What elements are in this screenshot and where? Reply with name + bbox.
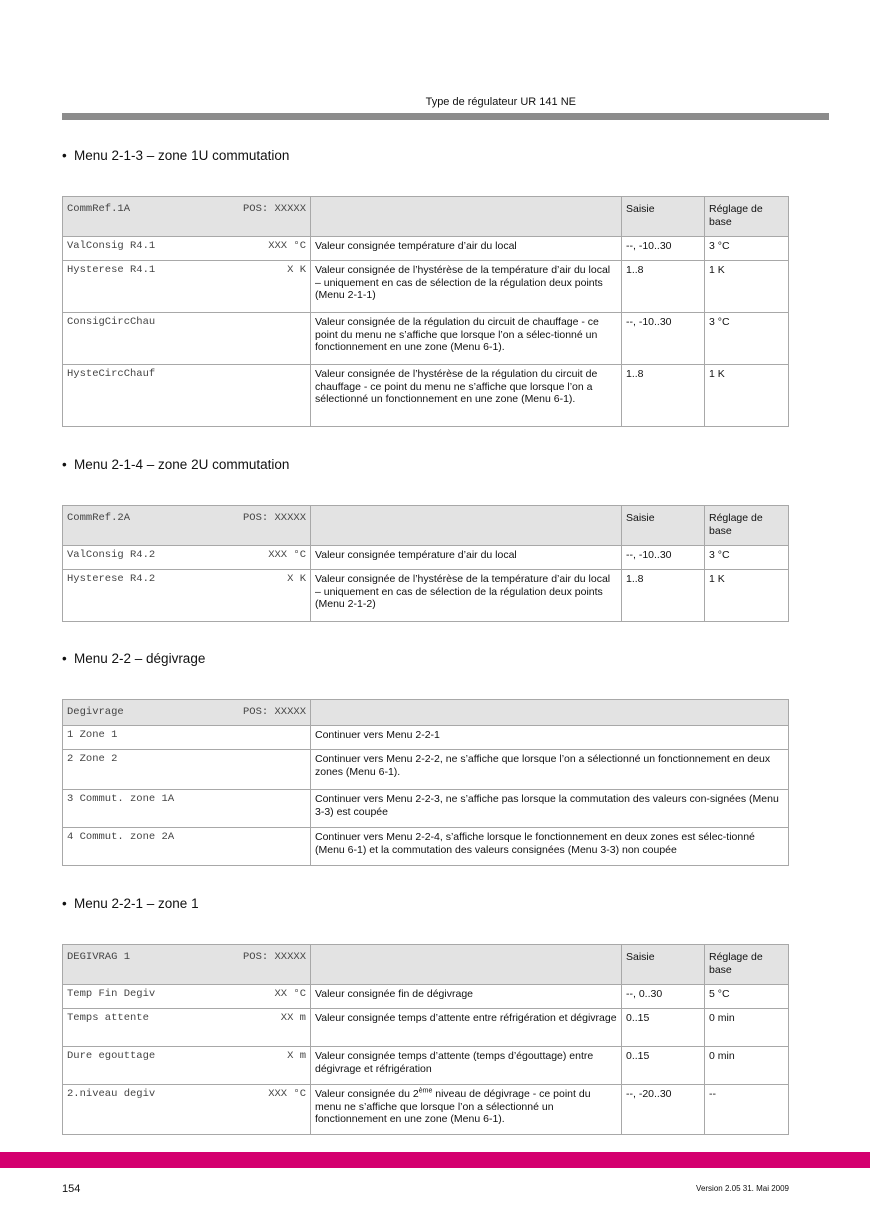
menu-table-2-2 [62, 699, 789, 866]
desc-cell: Valeur consignée de l’hystérèse de la régulation du circuit de chauffage - ce point du menu ne s’affiche que lorsque l’on a sélectionné un fonctionnement en une zone (Menu 6-1). [311, 365, 622, 427]
desc-cell: Continuer vers Menu 2-2-2, ne s’affiche que lorsque l’on a sélectionné un fonctionnement en deux zones (Menu 6-1). [311, 750, 789, 790]
reglage-cell: 3 °C [705, 546, 789, 570]
desc-cell: Valeur consignée température d’air du local [311, 546, 622, 570]
reglage-cell: 3 °C [705, 313, 789, 365]
header-cell-desc [311, 506, 622, 546]
param-cell: Dure egouttage X m [63, 1047, 311, 1085]
reglage-cell: -- [705, 1085, 789, 1135]
menu-table-2-1-3 [62, 196, 789, 427]
desc-cell: Continuer vers Menu 2-2-1 [311, 726, 789, 750]
version-text: Version 2.05 31. Mai 2009 [696, 1184, 789, 1193]
table-row [63, 237, 789, 261]
section-title-text: Menu 2-2 – dégivrage [74, 651, 206, 666]
bullet-icon: • [62, 457, 67, 472]
page-number: 154 [62, 1183, 81, 1195]
desc-cell: Valeur consignée du 2ème niveau de dégivrage - ce point du menu ne s’affiche que lorsque l’on a sélectionné un fonctionnement en une zone (Menu 6-1). [311, 1085, 622, 1135]
param-cell: 2 Zone 2 [63, 750, 311, 790]
header-cell-name: DEGIVRAG 1 POS: XXXXX [63, 945, 311, 985]
reglage-cell: 0 min [705, 1009, 789, 1047]
saisie-cell: --, -10..30 [622, 313, 705, 365]
saisie-cell: 0..15 [622, 1009, 705, 1047]
desc-cell: Valeur consignée de l’hystérèse de la température d’air du local – uniquement en cas de sélection de la régulation deux points (Menu 2-1-2) [311, 570, 622, 622]
param-cell: Hysterese R4.1 X K [63, 261, 311, 313]
param-cell: Temps attente XX m [63, 1009, 311, 1047]
table-row [63, 1009, 789, 1047]
saisie-cell: --, -20..30 [622, 1085, 705, 1135]
param-cell: Temp Fin Degiv XX °C [63, 985, 311, 1009]
menu-table-2-1-4 [62, 505, 789, 622]
reglage-cell: 5 °C [705, 985, 789, 1009]
param-cell: 3 Commut. zone 1A [63, 790, 311, 828]
section-title-text: Menu 2-1-3 – zone 1U commutation [74, 148, 290, 163]
table-row [63, 750, 789, 790]
section-title-text: Menu 2-1-4 – zone 2U commutation [74, 457, 290, 472]
table-row [63, 790, 789, 828]
saisie-cell: 1..8 [622, 365, 705, 427]
desc-cell: Valeur consignée fin de dégivrage [311, 985, 622, 1009]
param-cell: 4 Commut. zone 2A [63, 828, 311, 866]
section-title-2-1-4 [62, 457, 289, 472]
header-title: Type de régulateur UR 141 NE [425, 96, 576, 108]
desc-cell: Valeur consignée température d’air du local [311, 237, 622, 261]
desc-cell: Valeur consignée temps d’attente (temps d’égouttage) entre dégivrage et réfrigération [311, 1047, 622, 1085]
header-cell-name: CommRef.1A POS: XXXXX [63, 197, 311, 237]
bullet-icon: • [62, 651, 67, 666]
saisie-cell: 0..15 [622, 1047, 705, 1085]
table-header-row [63, 700, 789, 726]
bullet-icon: • [62, 148, 67, 163]
section-title-2-2-1 [62, 896, 199, 911]
table-row [63, 261, 789, 313]
desc-cell: Valeur consignée de la régulation du circuit de chauffage - ce point du menu ne s’affiche que lorsque l’on a sélec-tionné un fonctionnement en une zone (Menu 6-1). [311, 313, 622, 365]
saisie-cell: 1..8 [622, 261, 705, 313]
saisie-cell: --, 0..30 [622, 985, 705, 1009]
reglage-cell: 1 K [705, 365, 789, 427]
reglage-cell: 1 K [705, 570, 789, 622]
section-title-2-1-3 [62, 148, 289, 163]
header-divider [62, 113, 829, 120]
table-row [63, 1085, 789, 1135]
param-cell: ValConsig R4.2 XXX °C [63, 546, 311, 570]
header-cell-reglage: Réglage de base [705, 945, 789, 985]
desc-cell: Continuer vers Menu 2-2-3, ne s’affiche pas lorsque la commutation des valeurs con-signées (Menu 3-3) est coupée [311, 790, 789, 828]
header-cell-saisie: Saisie [622, 506, 705, 546]
saisie-cell: --, -10..30 [622, 546, 705, 570]
table-row [63, 726, 789, 750]
section-title-text: Menu 2-2-1 – zone 1 [74, 896, 199, 911]
desc-cell: Valeur consignée temps d’attente entre réfrigération et dégivrage [311, 1009, 622, 1047]
reglage-cell: 3 °C [705, 237, 789, 261]
header-cell-reglage: Réglage de base [705, 506, 789, 546]
param-cell: ValConsig R4.1 XXX °C [63, 237, 311, 261]
param-cell: Hysterese R4.2 X K [63, 570, 311, 622]
param-cell: HysteCircChauf [63, 365, 311, 427]
table-row [63, 546, 789, 570]
header-cell-desc [311, 945, 622, 985]
table-row [63, 985, 789, 1009]
section-title-2-2 [62, 651, 205, 666]
desc-cell: Valeur consignée de l’hystérèse de la température d’air du local – uniquement en cas de sélection de la régulation deux points (Menu 2-1-1) [311, 261, 622, 313]
table-header-row [63, 506, 789, 546]
param-cell: 1 Zone 1 [63, 726, 311, 750]
footer-accent-bar [0, 1152, 870, 1168]
bullet-icon: • [62, 896, 67, 911]
table-row [63, 313, 789, 365]
table-header-row [63, 945, 789, 985]
table-row [63, 1047, 789, 1085]
desc-cell: Continuer vers Menu 2-2-4, s’affiche lorsque le fonctionnement en deux zones est sélec-tionné (Menu 6-1) et la commutation des valeurs consignées (Menu 3-3) non coupée [311, 828, 789, 866]
reglage-cell: 1 K [705, 261, 789, 313]
saisie-cell: --, -10..30 [622, 237, 705, 261]
table-row [63, 365, 789, 427]
table-row [63, 828, 789, 866]
header-cell-name: CommRef.2A POS: XXXXX [63, 506, 311, 546]
header-cell-saisie: Saisie [622, 945, 705, 985]
table-row [63, 570, 789, 622]
saisie-cell: 1..8 [622, 570, 705, 622]
param-cell: 2.niveau degiv XXX °C [63, 1085, 311, 1135]
header-cell-reglage: Réglage de base [705, 197, 789, 237]
param-cell: ConsigCircChau [63, 313, 311, 365]
header-cell-desc [311, 197, 622, 237]
header-cell-name: Degivrage POS: XXXXX [63, 700, 311, 726]
header-cell-desc [311, 700, 789, 726]
header-cell-saisie: Saisie [622, 197, 705, 237]
menu-table-2-2-1 [62, 944, 789, 1135]
reglage-cell: 0 min [705, 1047, 789, 1085]
table-header-row [63, 197, 789, 237]
